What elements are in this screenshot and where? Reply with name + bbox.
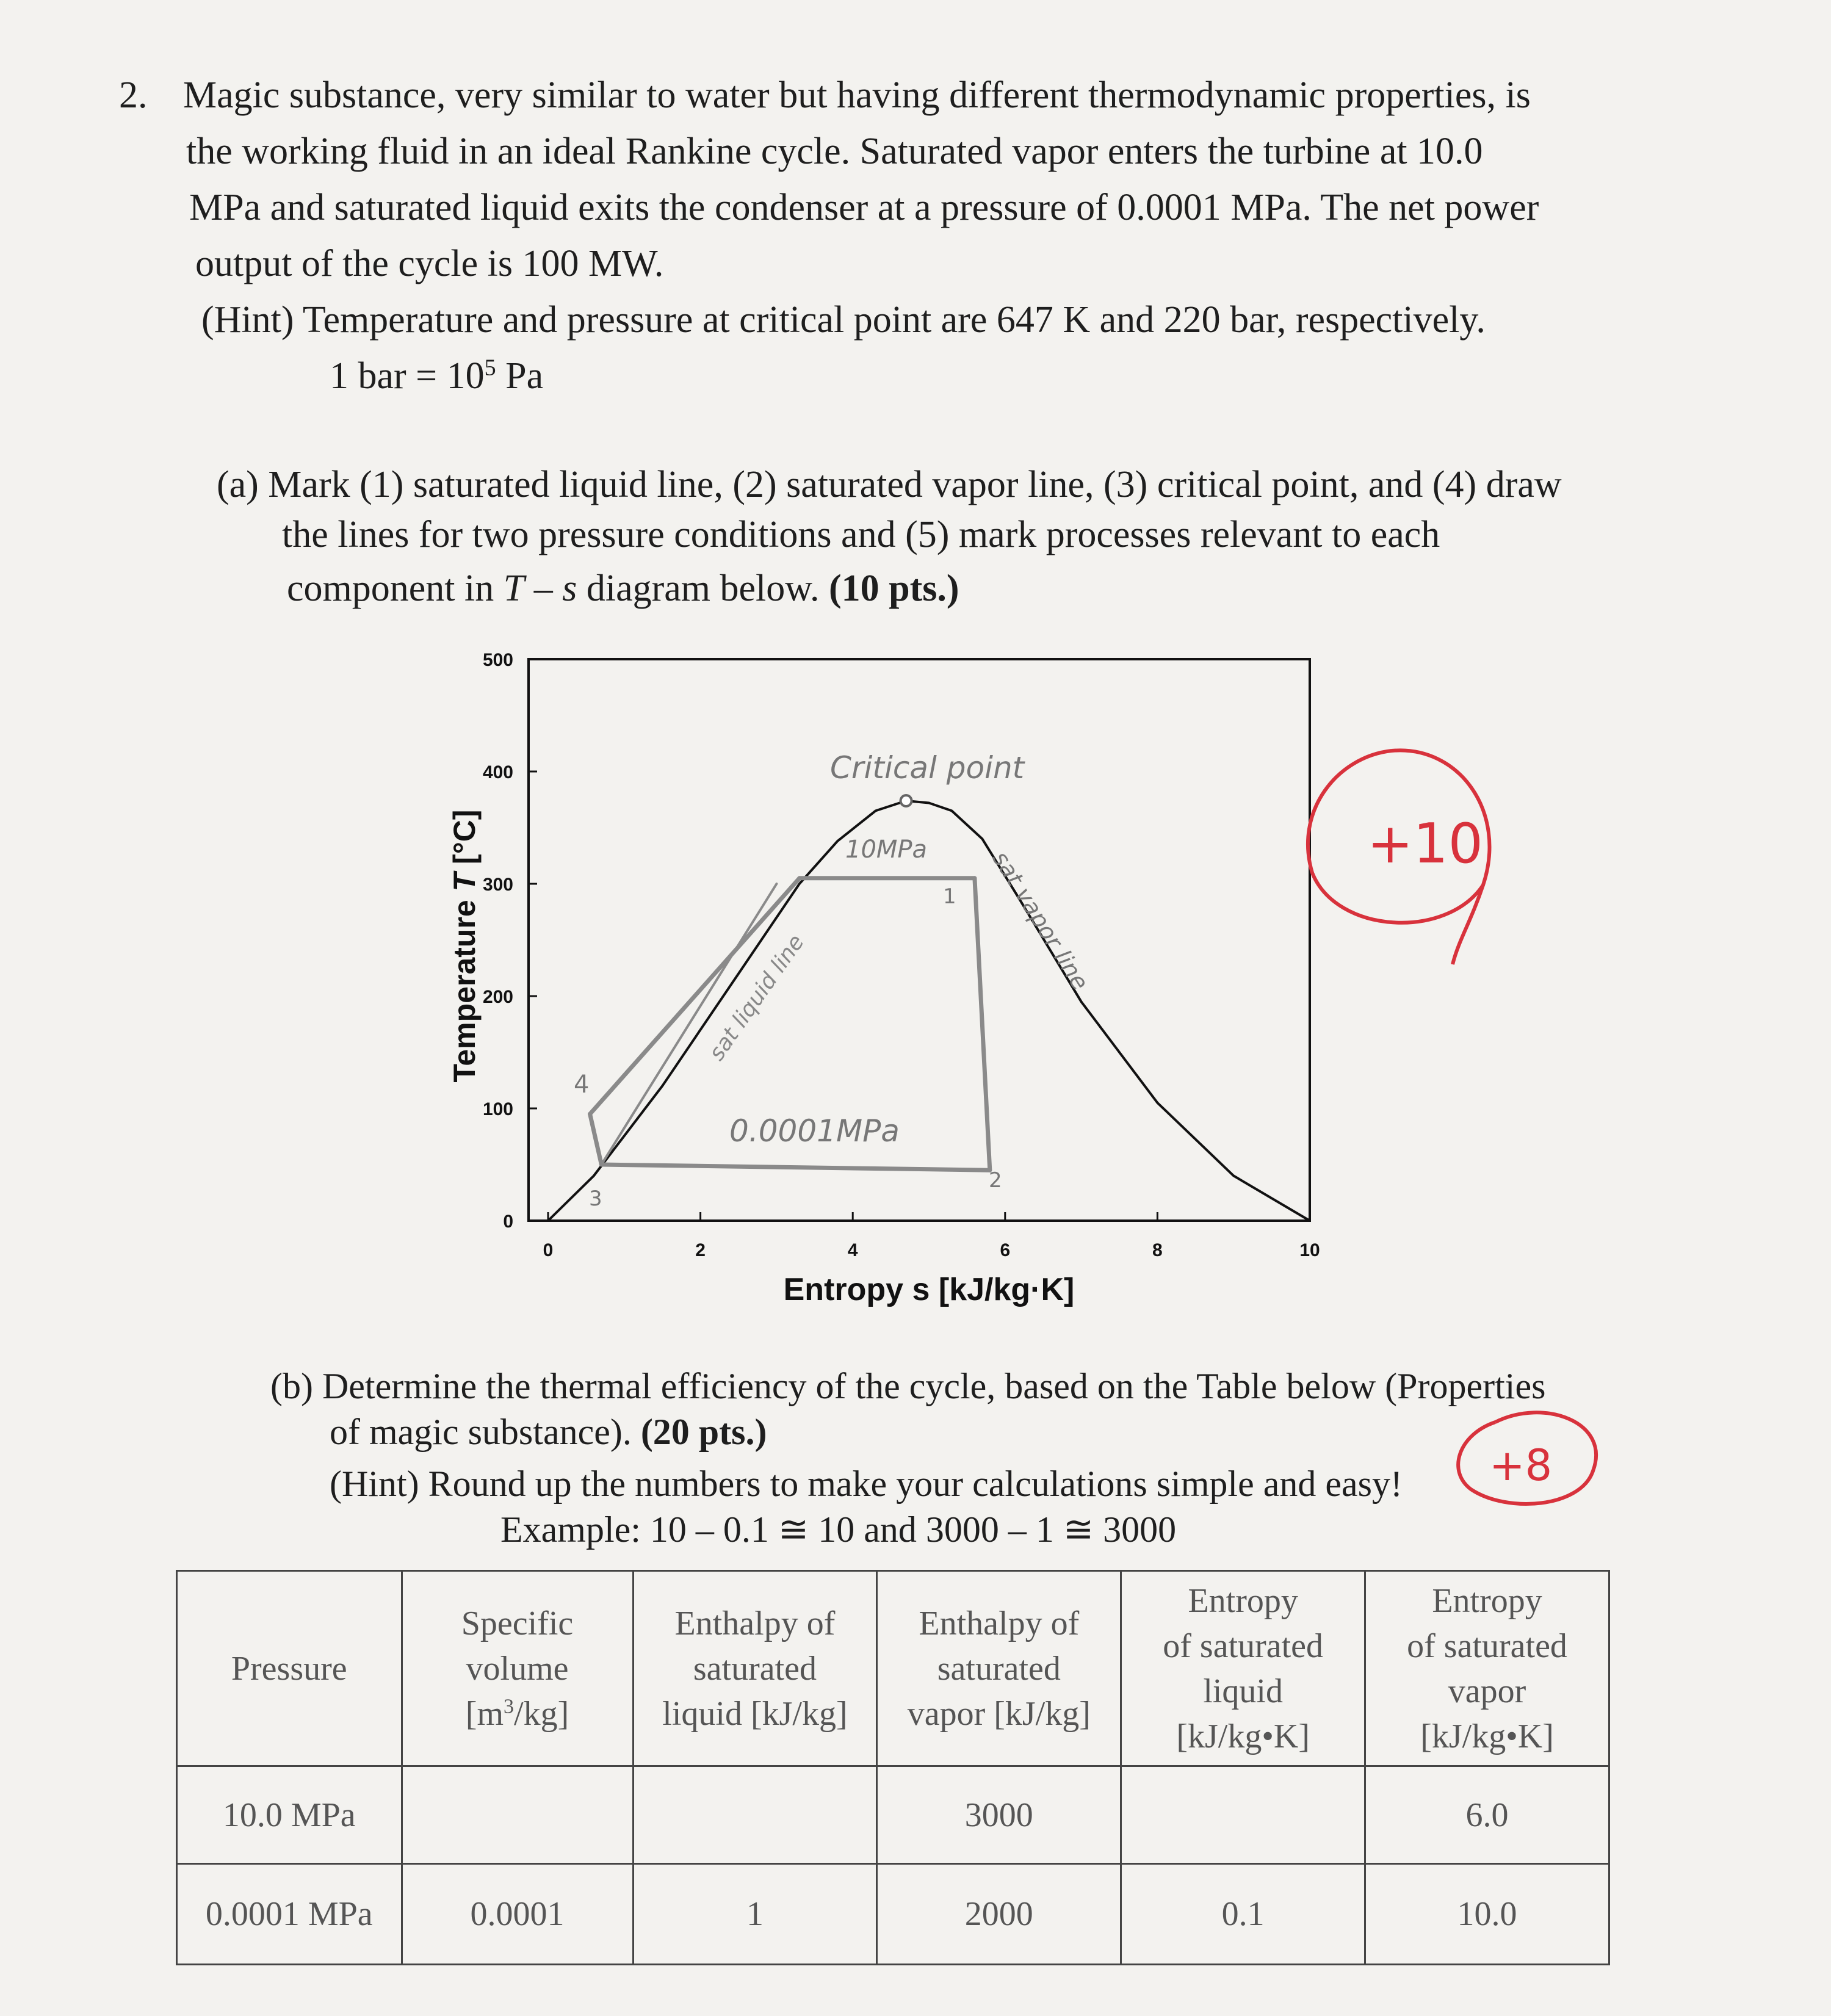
cell-pressure: 0.0001 MPa <box>177 1864 402 1965</box>
part-b-example: Example: 10 – 0.1 ≅ 10 and 3000 – 1 ≅ 3000 <box>500 1509 1177 1550</box>
header-entropy-vapor: Entropy of saturated vapor [kJ/kg•K] <box>1365 1571 1609 1766</box>
table-header-row <box>177 1571 1609 1766</box>
y-tick-label: 100 <box>482 1099 513 1119</box>
header-enthalpy-liquid: Enthalpy of saturated liquid [kJ/kg] <box>633 1571 877 1766</box>
cell-enthalpy-vapor: 2000 <box>877 1864 1121 1965</box>
state-2-label: 2 <box>989 1168 1002 1193</box>
saturation-dome <box>548 801 1310 1221</box>
table-row <box>177 1766 1609 1864</box>
cell-pressure: 10.0 MPa <box>177 1766 402 1864</box>
problem-number: 2. <box>119 74 148 116</box>
state-4-label: 4 <box>574 1071 590 1099</box>
y-tick-label: 200 <box>482 987 513 1007</box>
problem-line-4: output of the cycle is 100 MW. <box>195 243 664 284</box>
score-b: +8 <box>1489 1440 1553 1490</box>
table-row <box>177 1864 1609 1965</box>
header-entropy-liquid: Entropy of saturated liquid [kJ/kg•K] <box>1121 1571 1365 1766</box>
part-b-hint: (Hint) Round up the numbers to make your calculations simple and easy! <box>330 1464 1403 1504</box>
problem-line-2: the working fluid in an ideal Rankine cycle. Saturated vapor enters the turbine at 10.0 <box>186 131 1483 172</box>
sat-liquid-annotation: sat liquid line <box>704 930 809 1066</box>
y-tick-label: 0 <box>503 1212 513 1232</box>
x-tick-label: 8 <box>1152 1240 1163 1260</box>
critical-point-marker <box>901 795 912 806</box>
y-tick-label: 400 <box>482 762 513 782</box>
x-tick-label: 10 <box>1299 1240 1320 1260</box>
header-specific-volume: Specific volume $[m^3/kg]$ <box>402 1571 633 1766</box>
y-tick-label: 300 <box>482 875 513 895</box>
header-enthalpy-vapor: Enthalpy of saturated vapor [kJ/kg] <box>877 1571 1121 1766</box>
cell-enthalpy-vapor: 3000 <box>877 1766 1121 1864</box>
problem-hint: (Hint) Temperature and pressure at critical point are 647 K and 220 bar, respectively. <box>201 299 1486 341</box>
x-axis-label: Entropy s [kJ/kg·K] <box>783 1272 1075 1307</box>
y-axis-label: Temperature T [°C] <box>447 809 482 1083</box>
part-b-line-2: of magic substance). (20 pts.) <box>330 1412 767 1452</box>
bar-conversion: 1 bar = $10^5$ Pa <box>330 355 544 397</box>
cell-entropy-liquid <box>1121 1766 1365 1864</box>
state-3-label: 3 <box>589 1187 602 1211</box>
header-pressure: Pressure <box>177 1571 402 1766</box>
sat-vapor-annotation: sat vapor line <box>987 846 1094 995</box>
cell-enthalpy-liquid <box>633 1766 877 1864</box>
x-tick-label: 4 <box>847 1240 858 1260</box>
problem-line-1: Magic substance, very similar to water but having different thermodynamic properties, is <box>183 74 1531 116</box>
cell-enthalpy-liquid: 1 <box>633 1864 877 1965</box>
score-a: +10 <box>1367 812 1483 876</box>
part-b-line-1: (b) Determine the thermal efficiency of the cycle, based on the Table below (Properties <box>270 1366 1546 1406</box>
y-tick-label: 500 <box>482 650 513 670</box>
state-1-label: 1 <box>943 884 956 909</box>
ts-diagram <box>427 641 1373 1331</box>
critical-point-annotation: Critical point <box>830 750 1025 786</box>
part-a-line-3: component in T – s diagram below. (10 pts.) <box>287 568 959 609</box>
cell-entropy-liquid: 0.1 <box>1121 1864 1365 1965</box>
x-tick-label: 0 <box>543 1240 554 1260</box>
problem-line-3: MPa and saturated liquid exits the condenser at a pressure of 0.0001 MPa. The net power <box>189 187 1539 228</box>
x-tick-label: 2 <box>695 1240 706 1260</box>
properties-table <box>176 1570 1610 1965</box>
cell-specific-volume: 0.0001 <box>402 1864 633 1965</box>
cycle-turbine-line <box>975 878 990 1170</box>
low-pressure-annotation: 0.0001MPa <box>729 1113 900 1149</box>
cell-entropy-vapor: 10.0 <box>1365 1864 1609 1965</box>
x-tick-label: 6 <box>1000 1240 1011 1260</box>
cell-entropy-vapor: 6.0 <box>1365 1766 1609 1864</box>
high-pressure-annotation: 10MPa <box>845 836 928 864</box>
cell-specific-volume <box>402 1766 633 1864</box>
cycle-pump-line <box>590 1114 602 1165</box>
part-a-line-1: (a) Mark (1) saturated liquid line, (2) saturated vapor line, (3) critical point, and (4) draw <box>217 464 1562 505</box>
part-a-line-2: the lines for two pressure conditions and (5) mark processes relevant to each <box>282 514 1440 555</box>
cycle-condenser-line <box>601 1165 989 1170</box>
